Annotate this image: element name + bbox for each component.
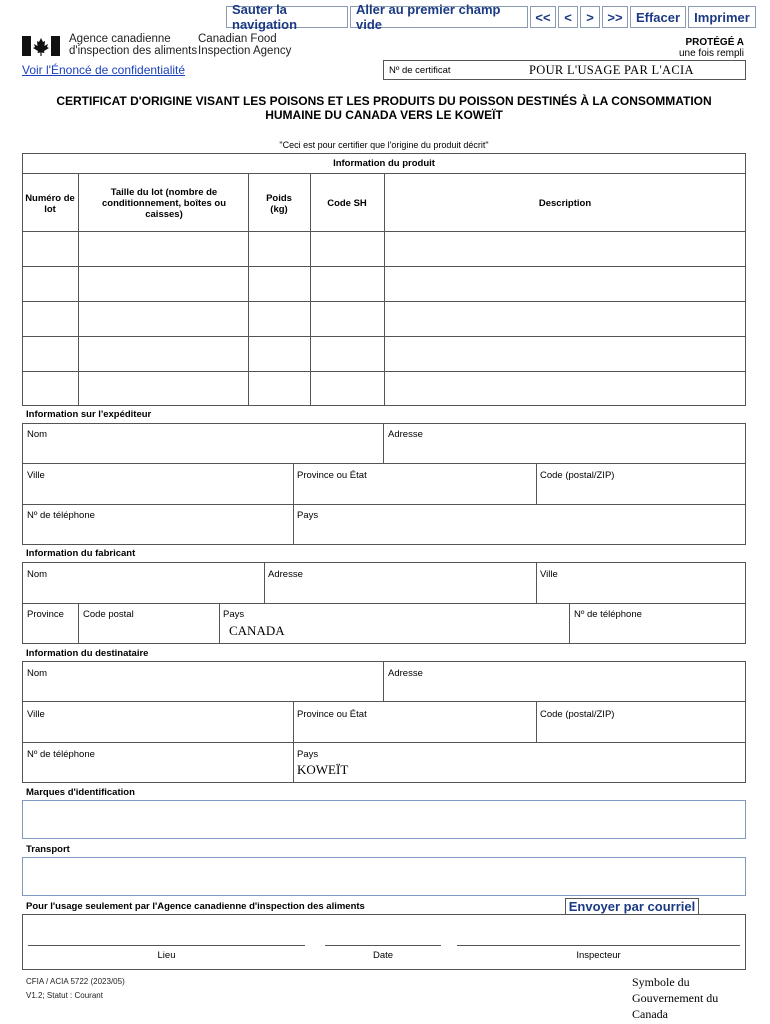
send-by-email-button[interactable]: Envoyer par courriel bbox=[565, 898, 699, 915]
identification-marks-field[interactable] bbox=[22, 800, 746, 839]
certification-statement: "Ceci est pour certifier que l'origine du produit décrit" bbox=[279, 140, 489, 150]
table-row[interactable] bbox=[23, 302, 745, 336]
manufacturer-postal-code-label: Code postal bbox=[83, 609, 134, 620]
inspector-label: Inspecteur bbox=[576, 950, 621, 961]
column-header-hs-code: Code SH bbox=[327, 198, 367, 209]
print-button[interactable]: Imprimer bbox=[688, 6, 756, 28]
manufacturer-province-label: Province bbox=[27, 609, 64, 620]
consignee-country-label: Pays bbox=[297, 749, 319, 760]
symbol-line1: Symbole du bbox=[632, 975, 690, 989]
product-rows bbox=[23, 232, 745, 405]
manufacturer-city-label: Ville bbox=[540, 569, 558, 580]
table-row[interactable] bbox=[23, 232, 745, 266]
product-information-header: Information du produit bbox=[333, 158, 435, 169]
consignee-name-label: Nom bbox=[27, 668, 48, 679]
manufacturer-section-header: Information du fabricant bbox=[26, 548, 136, 559]
protected-label: PROTÉGÉ A bbox=[685, 37, 744, 48]
canada-flag-icon bbox=[22, 36, 60, 56]
consignee-province-label: Province ou État bbox=[297, 709, 367, 720]
consignee-address-label: Adresse bbox=[388, 668, 423, 679]
clear-button[interactable]: Effacer bbox=[630, 6, 686, 28]
consignee-postal-code-label: Code (postal/ZIP) bbox=[540, 709, 615, 720]
government-symbol-text bbox=[632, 974, 718, 1022]
shipper-country-label: Pays bbox=[297, 510, 319, 521]
agency-name-en-line2: Inspection Agency bbox=[198, 45, 292, 57]
manufacturer-country-label: Pays bbox=[223, 609, 245, 620]
form-version: V1.2; Statut : Courant bbox=[26, 991, 103, 1000]
symbol-line3: Canada bbox=[632, 1007, 668, 1021]
shipper-province-label: Province ou État bbox=[297, 470, 367, 481]
last-page-button[interactable]: >> bbox=[602, 6, 628, 28]
column-header-description: Description bbox=[538, 198, 592, 209]
column-header-weight: Poids (kg) bbox=[266, 193, 292, 215]
identification-marks-header: Marques d'identification bbox=[26, 787, 135, 798]
table-row[interactable] bbox=[23, 267, 745, 301]
consignee-city-label: Ville bbox=[27, 709, 45, 720]
transport-field[interactable] bbox=[22, 857, 746, 896]
certificate-number-box bbox=[383, 60, 746, 80]
shipper-section bbox=[22, 423, 746, 545]
shipper-section-header: Information sur l'expéditeur bbox=[26, 409, 152, 420]
consignee-section bbox=[22, 661, 746, 783]
column-header-lot-number: Numéro de lot bbox=[25, 193, 75, 215]
previous-page-button[interactable]: < bbox=[558, 6, 578, 28]
agency-name-en-line1: Canadian Food bbox=[198, 33, 277, 45]
certificate-number-value: POUR L'USAGE PAR L'ACIA bbox=[529, 62, 694, 77]
protected-classification bbox=[679, 37, 744, 59]
form-navigation-bar bbox=[226, 2, 756, 32]
shipper-name-label: Nom bbox=[27, 429, 48, 440]
shipper-city-label: Ville bbox=[27, 470, 45, 481]
date-label: Date bbox=[372, 950, 394, 961]
privacy-statement-link[interactable]: Voir l'Énoncé de confidentialité bbox=[22, 63, 186, 77]
agency-name-fr-line1: Agence canadienne bbox=[69, 33, 171, 45]
cfia-use-header: Pour l'usage seulement par l'Agence canadienne d'inspection des aliments bbox=[26, 901, 365, 912]
manufacturer-name-label: Nom bbox=[27, 569, 48, 580]
agency-name-en bbox=[198, 33, 291, 57]
manufacturer-country-value: CANADA bbox=[229, 623, 285, 638]
symbol-line2: Gouvernement du bbox=[632, 991, 719, 1005]
first-empty-field-button[interactable]: Aller au premier champ vide bbox=[350, 6, 528, 28]
transport-header: Transport bbox=[26, 844, 70, 855]
place-label: Lieu bbox=[157, 950, 176, 961]
page-title-line2: HUMAINE DU CANADA VERS LE KOWEÏT bbox=[265, 108, 503, 122]
next-page-button[interactable]: > bbox=[580, 6, 600, 28]
skip-navigation-button[interactable]: Sauter la navigation bbox=[226, 6, 348, 28]
certificate-number-label: Nº de certificat bbox=[389, 64, 451, 76]
manufacturer-address-label: Adresse bbox=[268, 569, 303, 580]
agency-name-fr bbox=[69, 33, 197, 57]
table-row[interactable] bbox=[23, 337, 745, 371]
manufacturer-phone-label: Nº de téléphone bbox=[574, 609, 642, 620]
table-row[interactable] bbox=[23, 372, 745, 405]
form-id: CFIA / ACIA 5722 (2023/05) bbox=[26, 977, 125, 986]
consignee-country-value: KOWEÏT bbox=[297, 762, 349, 777]
first-page-button[interactable]: << bbox=[530, 6, 556, 28]
shipper-address-label: Adresse bbox=[388, 429, 423, 440]
shipper-phone-label: Nº de téléphone bbox=[27, 510, 95, 521]
consignee-phone-label: Nº de téléphone bbox=[27, 749, 95, 760]
consignee-section-header: Information du destinataire bbox=[26, 648, 149, 659]
protected-note: une fois rempli bbox=[678, 48, 744, 59]
page-title bbox=[22, 94, 746, 122]
column-header-lot-size: Taille du lot (nombre de conditionnement, boîtes ou caisses) bbox=[101, 187, 227, 220]
cfia-use-section bbox=[22, 914, 746, 970]
page-title-line1: CERTIFICAT D'ORIGINE VISANT LES POISONS ET LES PRODUITS DU POISSON DESTINÉS À LA CONSOMMATION bbox=[56, 94, 712, 108]
agency-name-fr-line2: d'inspection des aliments bbox=[69, 45, 198, 57]
shipper-postal-code-label: Code (postal/ZIP) bbox=[540, 470, 615, 481]
